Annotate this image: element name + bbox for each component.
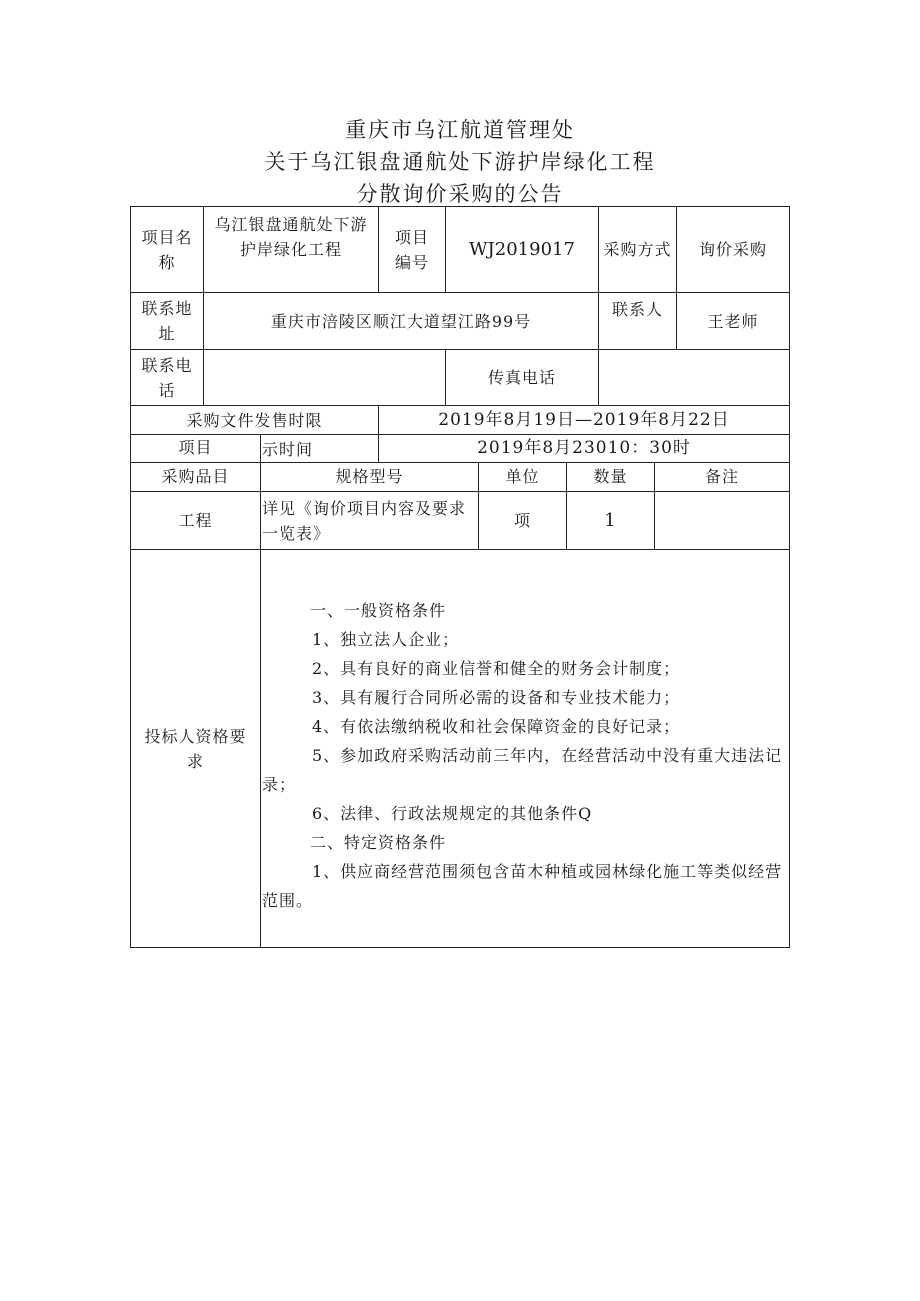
title-line-3: 分散询价采购的公告 [356,182,564,206]
sale-period-label: 采购文件发售时限 [186,410,323,430]
project-name-label: 项目名称 [141,227,193,272]
requirement-item: 3、具有履行合同所必需的设备和专业技术能力； [312,688,681,707]
phone-value [204,350,445,405]
project-no-value: WJ2019017 [469,239,575,260]
method-label: 采购方式 [603,240,672,259]
requirement-item: 1、供应商经营范围须包含苗木种植或园林绿化施工等类似经营范围。 [262,862,783,910]
requirement-item: 2、具有良好的商业信誉和健全的财务会计制度； [312,659,681,678]
qualification-requirements [262,596,788,915]
title-line-2: 关于乌江银盘通航处下游护岸绿化工程 [264,150,656,174]
phone-label: 联系电话 [141,355,193,400]
requirement-item: 5、参加政府采购活动前三年内，在经营活动中没有重大违法记录； [262,746,783,794]
requirement-item: 6、法律、行政法规规定的其他条件Q [312,804,593,823]
col-qty-header: 数量 [593,466,628,486]
notice-value: 2019年8月23010：30时 [477,438,691,458]
contact-value: 王老师 [707,311,759,331]
row-note [655,492,789,549]
notice-label-b: 示时间 [262,440,314,459]
row-item: 工程 [178,511,213,530]
col-note-header: 备注 [704,466,739,486]
requirement-item: 4、有依法缴纳税收和社会保障资金的良好记录； [312,717,681,736]
row-unit: 项 [513,511,531,530]
project-name-value: 乌江银盘通航处下游护岸绿化工程 [214,215,368,259]
fax-value [599,350,789,405]
project-no-label: 项目编号 [394,227,429,272]
address-value: 重庆市涪陵区顺江大道望江路99号 [270,311,532,331]
row-spec: 详见《询价项目内容及要求一览表》 [262,498,467,543]
requirement-item: 二、特定资格条件 [310,833,447,852]
title-line-1: 重庆市乌江航道管理处 [345,118,575,142]
sale-period-value: 2019年8月19日—2019年8月22日 [438,409,730,430]
requirement-item: 一、一般资格条件 [310,601,447,620]
col-spec-header: 规格型号 [335,466,404,486]
col-unit-header: 单位 [505,466,540,486]
qualification-label: 投标人资格要求 [144,726,247,771]
fax-label: 传真电话 [487,368,556,387]
requirement-item: 1、独立法人企业； [312,630,460,649]
address-label: 联系地址 [141,299,193,343]
row-qty: 1 [604,510,617,531]
contact-label: 联系人 [611,299,663,319]
notice-label-a: 项目 [178,437,213,457]
col-item-header: 采购品目 [161,466,230,486]
method-value: 询价采购 [698,240,767,259]
